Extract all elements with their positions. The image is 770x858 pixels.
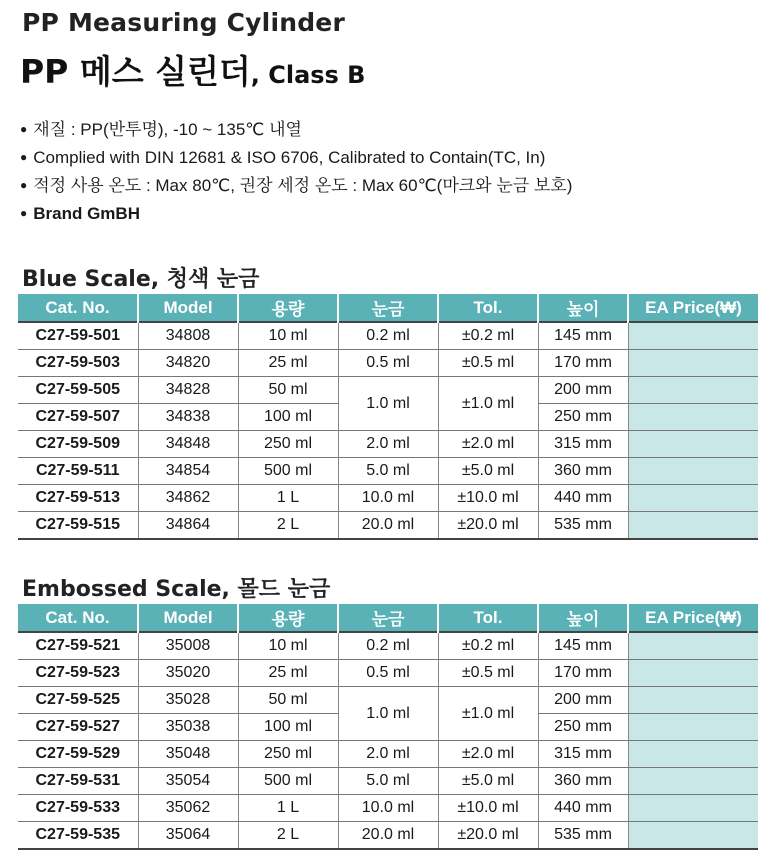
table-cell: ±2.0 ml <box>438 741 538 768</box>
table-cell: C27-59-503 <box>18 350 138 377</box>
price-cell <box>628 768 758 795</box>
table-cell: 50 ml <box>238 377 338 404</box>
table-cell: C27-59-523 <box>18 660 138 687</box>
table-cell: 34862 <box>138 485 238 512</box>
table-cell: 145 mm <box>538 322 628 350</box>
table-cell: 440 mm <box>538 485 628 512</box>
table-cell: 250 mm <box>538 404 628 431</box>
product-title-class: , Class B <box>250 61 366 89</box>
table-cell: 145 mm <box>538 632 628 660</box>
price-cell <box>628 632 758 660</box>
table-cell: 200 mm <box>538 377 628 404</box>
table-cell: C27-59-513 <box>18 485 138 512</box>
column-header: Model <box>138 294 238 322</box>
spec-text: Brand GmBH <box>33 204 140 223</box>
table-row <box>18 322 758 350</box>
table-cell: 35020 <box>138 660 238 687</box>
table-cell: C27-59-515 <box>18 512 138 540</box>
table-cell: 20.0 ml <box>338 512 438 540</box>
column-header: Cat. No. <box>18 294 138 322</box>
table-row <box>18 795 758 822</box>
table-cell: 250 ml <box>238 741 338 768</box>
table-cell: 440 mm <box>538 795 628 822</box>
table-cell: 34838 <box>138 404 238 431</box>
table-cell: 20.0 ml <box>338 822 438 850</box>
table-cell: 2 L <box>238 512 338 540</box>
column-header: 눈금 <box>338 604 438 632</box>
table-cell: 2 L <box>238 822 338 850</box>
price-cell <box>628 458 758 485</box>
table-cell: 5.0 ml <box>338 768 438 795</box>
spec-text: Complied with DIN 12681 & ISO 6706, Calibrated to Contain(TC, In) <box>33 148 546 167</box>
table-cell: 34820 <box>138 350 238 377</box>
column-header: 눈금 <box>338 294 438 322</box>
table-cell: C27-59-533 <box>18 795 138 822</box>
price-cell <box>628 687 758 714</box>
table-cell: ±5.0 ml <box>438 458 538 485</box>
bullet-icon: ● <box>20 122 28 136</box>
table-cell: 100 ml <box>238 404 338 431</box>
table-cell: 535 mm <box>538 512 628 540</box>
table-cell: ±10.0 ml <box>438 795 538 822</box>
table-cell: 35054 <box>138 768 238 795</box>
table-cell: 315 mm <box>538 431 628 458</box>
table-row <box>18 632 758 660</box>
table-cell: 34848 <box>138 431 238 458</box>
table-cell: 5.0 ml <box>338 458 438 485</box>
table-row <box>18 822 758 850</box>
section-title-blue-scale: Blue Scale, 청색 눈금 <box>22 267 260 292</box>
column-header: Cat. No. <box>18 604 138 632</box>
product-title-en: PP Measuring Cylinder <box>22 8 345 37</box>
spec-item <box>20 200 572 228</box>
blue-scale-table <box>18 294 758 540</box>
embossed-scale-table <box>18 604 758 850</box>
table-cell: ±0.2 ml <box>438 322 538 350</box>
price-cell <box>628 431 758 458</box>
table-row <box>18 350 758 377</box>
table-cell: 250 mm <box>538 714 628 741</box>
table-cell: 500 ml <box>238 768 338 795</box>
table-cell: 10 ml <box>238 632 338 660</box>
table-row <box>18 458 758 485</box>
table-cell: ±0.5 ml <box>438 660 538 687</box>
table-row <box>18 431 758 458</box>
table-cell: C27-59-501 <box>18 322 138 350</box>
table-cell: C27-59-521 <box>18 632 138 660</box>
table-row <box>18 512 758 540</box>
price-cell <box>628 714 758 741</box>
table-cell: 1 L <box>238 485 338 512</box>
table-cell: 0.5 ml <box>338 660 438 687</box>
table-cell: 10.0 ml <box>338 485 438 512</box>
product-title-ko-name: PP 메스 실린더 <box>20 52 251 91</box>
table-cell: ±1.0 ml <box>438 687 538 741</box>
column-header: EA Price(₩) <box>628 294 758 322</box>
table-cell: 35062 <box>138 795 238 822</box>
table-cell: 34808 <box>138 322 238 350</box>
column-header: 높이 <box>538 604 628 632</box>
table-cell: C27-59-505 <box>18 377 138 404</box>
price-cell <box>628 350 758 377</box>
price-cell <box>628 822 758 850</box>
table-row <box>18 485 758 512</box>
header-row <box>18 604 758 632</box>
table-cell: 315 mm <box>538 741 628 768</box>
spec-item <box>20 116 572 144</box>
table-row <box>18 660 758 687</box>
table-cell: C27-59-511 <box>18 458 138 485</box>
table-cell: 170 mm <box>538 350 628 377</box>
price-cell <box>628 741 758 768</box>
price-cell <box>628 377 758 404</box>
table-cell: 35008 <box>138 632 238 660</box>
table-cell: 170 mm <box>538 660 628 687</box>
table-cell: ±20.0 ml <box>438 822 538 850</box>
section-title-embossed-scale: Embossed Scale, 몰드 눈금 <box>22 577 331 602</box>
price-cell <box>628 512 758 540</box>
column-header: Model <box>138 604 238 632</box>
spec-text: 재질 : PP(반투명), -10 ~ 135℃ 내열 <box>33 120 302 139</box>
spec-item <box>20 144 572 172</box>
column-header: Tol. <box>438 294 538 322</box>
table-cell: 1.0 ml <box>338 377 438 431</box>
table-cell: ±2.0 ml <box>438 431 538 458</box>
table-cell: ±0.5 ml <box>438 350 538 377</box>
table-row <box>18 768 758 795</box>
table-cell: 35064 <box>138 822 238 850</box>
table-row <box>18 741 758 768</box>
table-cell: 2.0 ml <box>338 741 438 768</box>
table-cell: C27-59-507 <box>18 404 138 431</box>
table-cell: 25 ml <box>238 660 338 687</box>
table-cell: 360 mm <box>538 768 628 795</box>
table-cell: C27-59-525 <box>18 687 138 714</box>
table-cell: 1.0 ml <box>338 687 438 741</box>
column-header: Tol. <box>438 604 538 632</box>
table-cell: 35028 <box>138 687 238 714</box>
table-cell: 535 mm <box>538 822 628 850</box>
bullet-icon: ● <box>20 206 28 220</box>
header-row <box>18 294 758 322</box>
table-cell: C27-59-531 <box>18 768 138 795</box>
table-cell: 360 mm <box>538 458 628 485</box>
table-cell: ±10.0 ml <box>438 485 538 512</box>
product-title-ko <box>20 46 365 93</box>
table-cell: 2.0 ml <box>338 431 438 458</box>
spec-text: 적정 사용 온도 : Max 80℃, 권장 세정 온도 : Max 60℃(마크와 눈금 보호) <box>33 176 573 195</box>
table-cell: 50 ml <box>238 687 338 714</box>
table-cell: ±0.2 ml <box>438 632 538 660</box>
table-cell: C27-59-509 <box>18 431 138 458</box>
bullet-icon: ● <box>20 150 28 164</box>
table-cell: 34828 <box>138 377 238 404</box>
price-cell <box>628 322 758 350</box>
price-cell <box>628 660 758 687</box>
price-cell <box>628 404 758 431</box>
table-cell: 1 L <box>238 795 338 822</box>
table-cell: ±1.0 ml <box>438 377 538 431</box>
table-cell: ±5.0 ml <box>438 768 538 795</box>
column-header: 높이 <box>538 294 628 322</box>
table-cell: 0.2 ml <box>338 322 438 350</box>
column-header: 용량 <box>238 294 338 322</box>
table-cell: 35038 <box>138 714 238 741</box>
spec-list <box>20 116 572 228</box>
table-cell: 25 ml <box>238 350 338 377</box>
table-cell: 100 ml <box>238 714 338 741</box>
table-cell: ±20.0 ml <box>438 512 538 540</box>
table-cell: C27-59-535 <box>18 822 138 850</box>
table-row <box>18 377 758 404</box>
table-cell: C27-59-529 <box>18 741 138 768</box>
table-cell: 10 ml <box>238 322 338 350</box>
table-cell: 0.2 ml <box>338 632 438 660</box>
price-cell <box>628 795 758 822</box>
column-header: EA Price(₩) <box>628 604 758 632</box>
table-cell: 10.0 ml <box>338 795 438 822</box>
table-cell: 200 mm <box>538 687 628 714</box>
table-cell: 34864 <box>138 512 238 540</box>
table-row <box>18 687 758 714</box>
column-header: 용량 <box>238 604 338 632</box>
bullet-icon: ● <box>20 178 28 192</box>
price-cell <box>628 485 758 512</box>
table-cell: C27-59-527 <box>18 714 138 741</box>
table-cell: 250 ml <box>238 431 338 458</box>
spec-item <box>20 172 572 200</box>
table-cell: 35048 <box>138 741 238 768</box>
table-cell: 34854 <box>138 458 238 485</box>
table-cell: 500 ml <box>238 458 338 485</box>
table-cell: 0.5 ml <box>338 350 438 377</box>
